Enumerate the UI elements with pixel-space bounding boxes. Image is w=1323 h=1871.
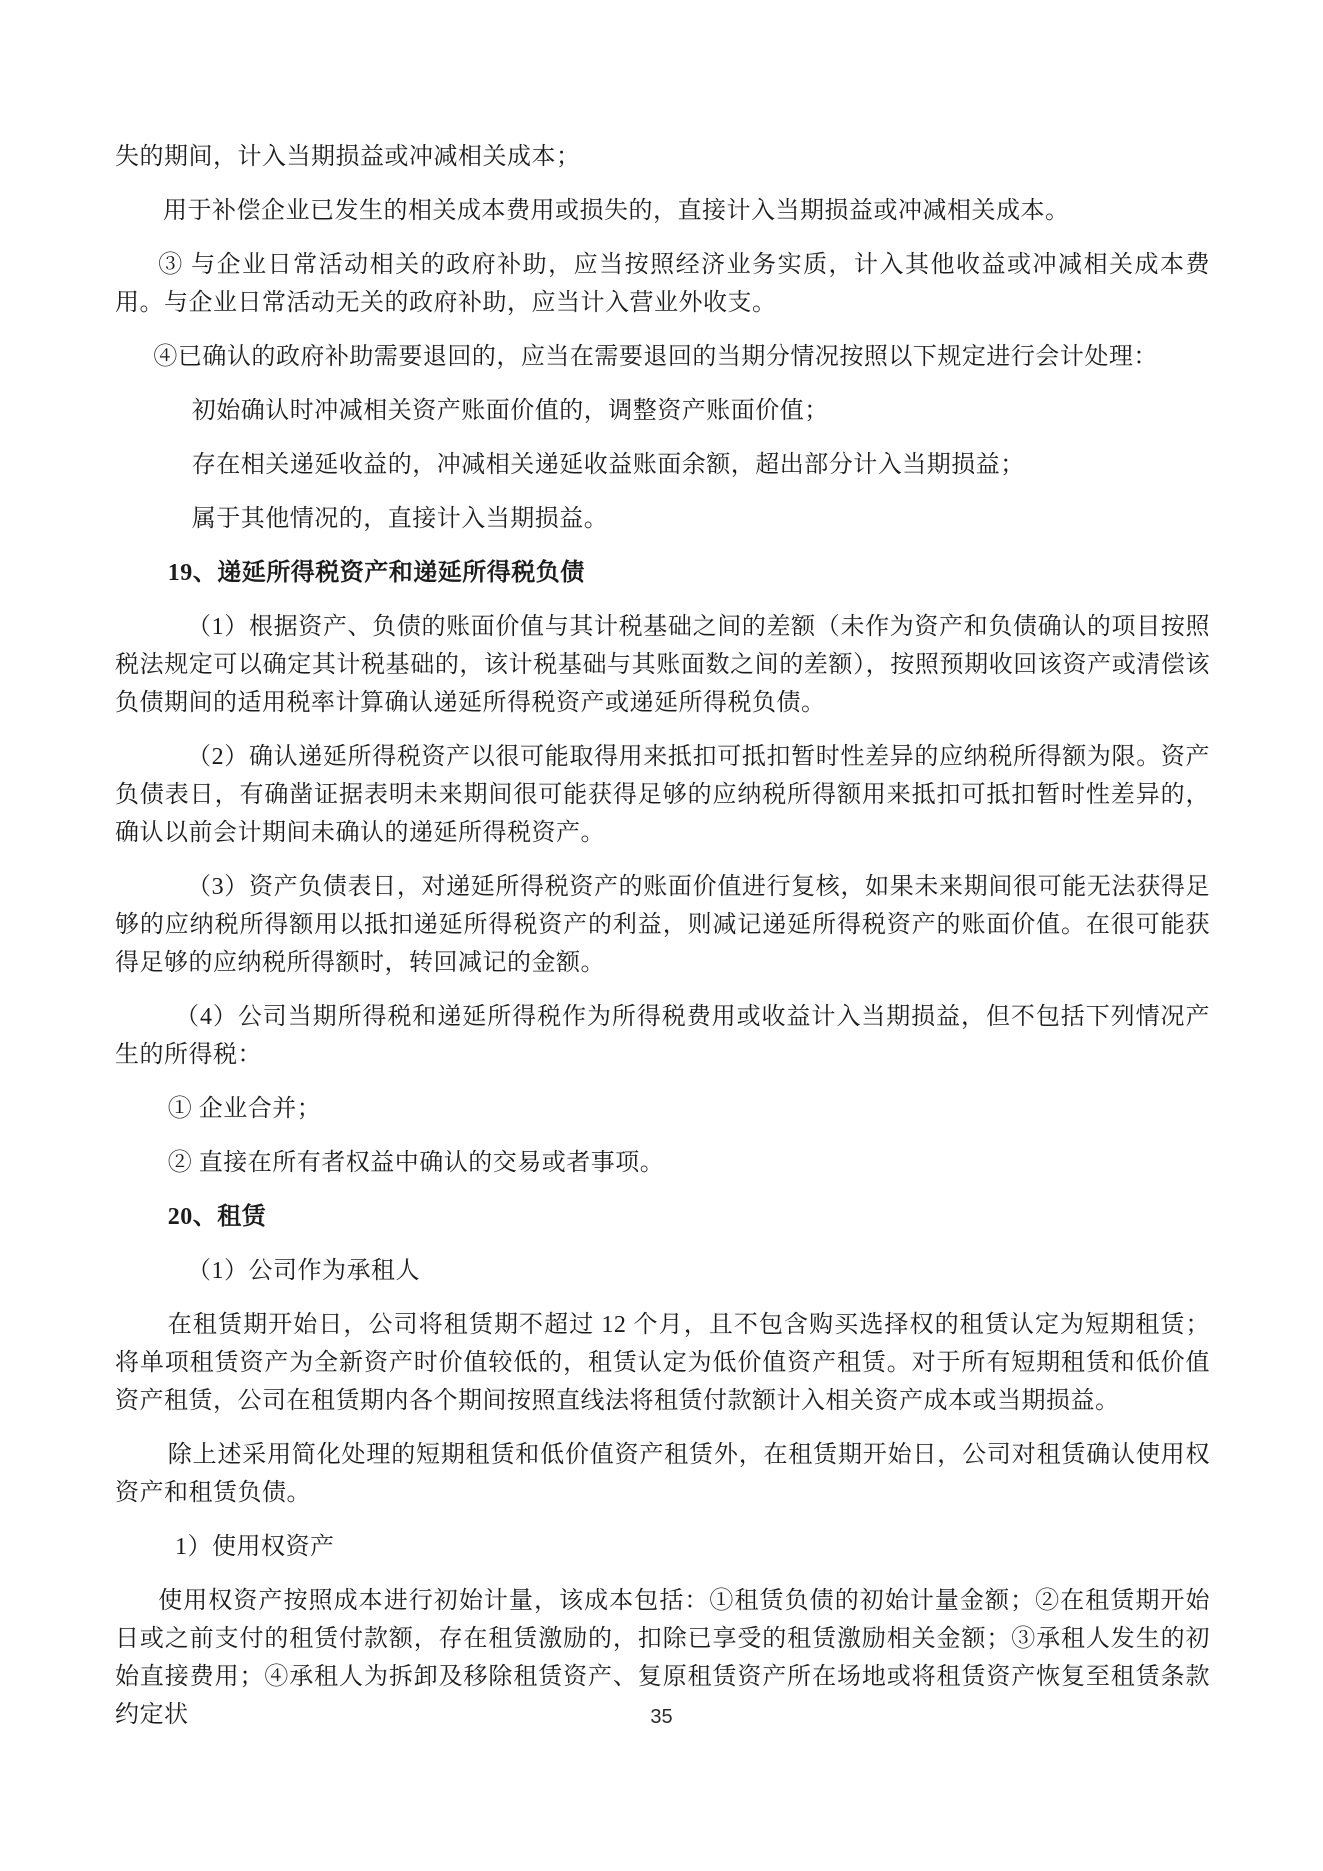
paragraph: 在租赁期开始日，公司将租赁期不超过 12 个月，且不包含购买选择权的租赁认定为短期租赁；将单项租赁资产为全新资产时价值较低的，租赁认定为低价值资产租赁。对于所有短期租赁和低价值资产租赁，公司在租赁期内各个期间按照直线法将租赁付款额计入相关资产成本或当期损益。 xyxy=(115,1312,1210,1414)
paragraph: 用于补偿企业已发生的相关成本费用或损失的，直接计入当期损益或冲减相关成本。 xyxy=(163,198,1070,224)
document-body xyxy=(115,138,1210,1750)
paragraph: ③ 与企业日常活动相关的政府补助，应当按照经济业务实质，计入其他收益或冲减相关成本费用。与企业日常活动无关的政府补助，应当计入营业外收支。 xyxy=(115,252,1210,316)
sub-heading: （1）公司作为承租人 xyxy=(187,1258,420,1284)
paragraph: （1）根据资产、负债的账面价值与其计税基础之间的差额（未作为资产和负债确认的项目按照税法规定可以确定其计税基础的，该计税基础与其账面数之间的差额），按照预期收回该资产或清偿该负债期间的适用税率计算确认递延所得税资产或递延所得税负债。 xyxy=(115,614,1210,716)
paragraph: 除上述采用简化处理的短期租赁和低价值资产租赁外，在租赁期开始日，公司对租赁确认使用权资产和租赁负债。 xyxy=(115,1442,1210,1506)
paragraph: 使用权资产按照成本进行初始计量，该成本包括：①租赁负债的初始计量金额；②在租赁期开始日或之前支付的租赁付款额，存在租赁激励的，扣除已享受的租赁激励相关金额；③承租人发生的初始直接费用；④承租人为拆卸及移除租赁资产、复原租赁资产所在场地或将租赁资产恢复至租赁条款约定状 xyxy=(115,1588,1210,1728)
list-item: ② 直接在所有者权益中确认的交易或者事项。 xyxy=(167,1150,665,1176)
section-heading-20: 20、租赁 xyxy=(167,1204,267,1230)
paragraph: 存在相关递延收益的，冲减相关递延收益账面余额，超出部分计入当期损益； xyxy=(191,452,1025,478)
paragraph: （3）资产负债表日，对递延所得税资产的账面价值进行复核，如果未来期间很可能无法获得足够的应纳税所得额用以抵扣递延所得税资产的利益，则减记递延所得税资产的账面价值。在很可能获得足够的应纳税所得额时，转回减记的金额。 xyxy=(115,874,1210,976)
paragraph: ④已确认的政府补助需要退回的，应当在需要退回的当期分情况按照以下规定进行会计处理： xyxy=(153,344,1158,370)
paragraph: （4）公司当期所得税和递延所得税作为所得税费用或收益计入当期损益，但不包括下列情况产生的所得税： xyxy=(115,1004,1210,1068)
paragraph: 属于其他情况的，直接计入当期损益。 xyxy=(191,506,609,532)
page-number: 35 xyxy=(650,1706,673,1728)
sub-heading: 1）使用权资产 xyxy=(175,1534,335,1560)
list-item: ① 企业合并； xyxy=(167,1096,322,1122)
section-heading-19: 19、递延所得税资产和递延所得税负债 xyxy=(167,560,585,586)
paragraph: 初始确认时冲减相关资产账面价值的，调整资产账面价值； xyxy=(191,398,829,424)
paragraph: （2）确认递延所得税资产以很可能取得用来抵扣可抵扣暂时性差异的应纳税所得额为限。资产负债表日，有确凿证据表明未来期间很可能获得足够的应纳税所得额用来抵扣可抵扣暂时性差异的，确认以前会计期间未确认的递延所得税资产。 xyxy=(115,744,1210,846)
paragraph: 失的期间，计入当期损益或冲减相关成本； xyxy=(115,144,581,170)
